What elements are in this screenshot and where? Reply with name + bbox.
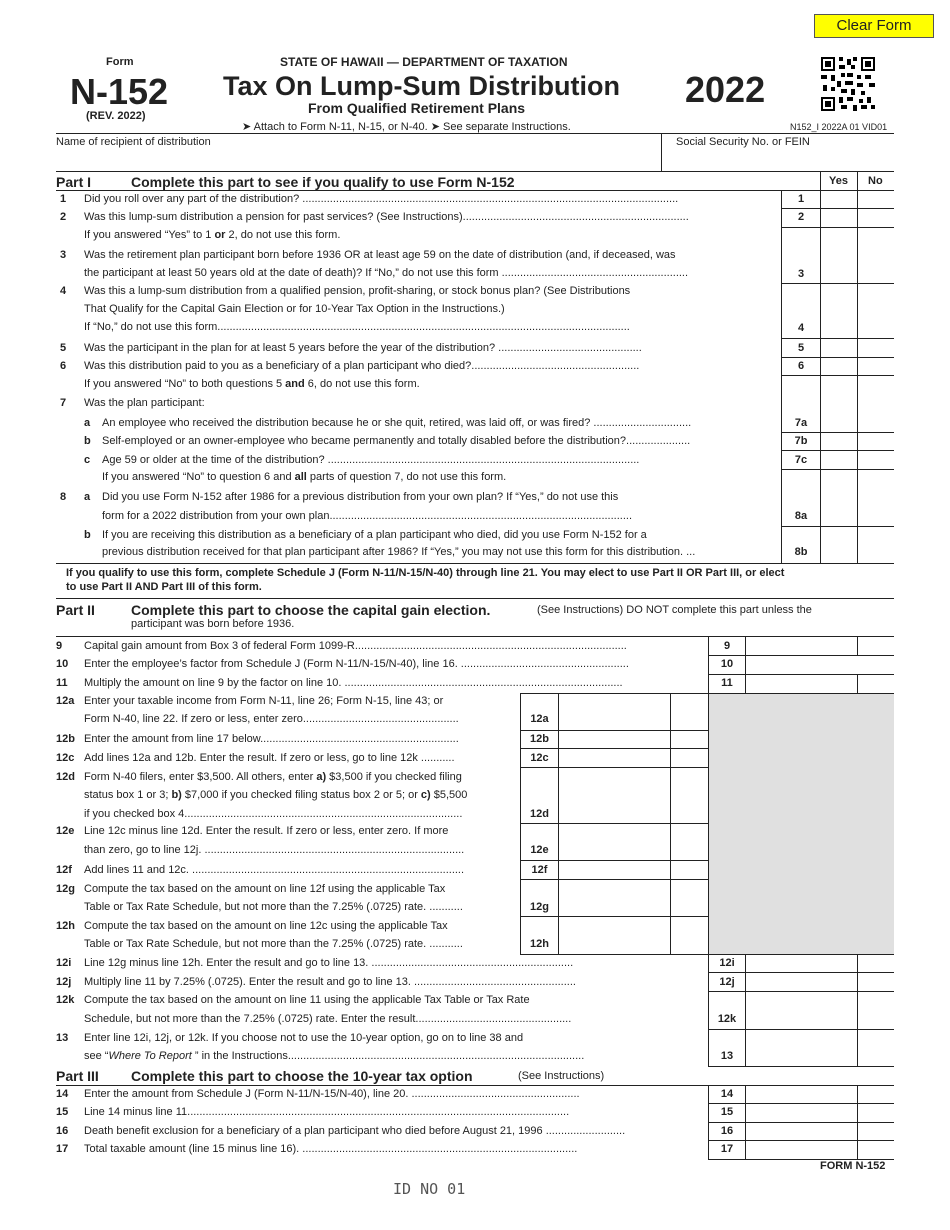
line8b-text2: previous distribution received for that plan participant after 1986? If “Yes,” you may not use this form for this distribution. ... [102, 546, 696, 558]
line7-text: Was the plan participant: [84, 397, 205, 409]
part3-label: Part III [56, 1068, 99, 1084]
line4-box: 4 [797, 322, 805, 334]
line12k-box: 12k [717, 1013, 737, 1025]
line4-text-c: If “No,” do not use this form....................................................................................................................................... [84, 321, 630, 333]
id-number: ID NO 01 [393, 1180, 466, 1198]
ssn-label: Social Security No. or FEIN [676, 136, 810, 148]
line3-num: 3 [60, 249, 67, 261]
line12i-text: Line 12g minus line 12h. Enter the result and go to line 13. .................................................................. [84, 957, 574, 969]
line8a-box: 8a [794, 510, 808, 522]
line12e-text1: Line 12c minus line 12d. Enter the result. If zero or less, enter zero. If more [84, 825, 449, 837]
line12f-box: 12f [531, 864, 548, 876]
line16-text: Death benefit exclusion for a beneficiary of a plan participant who died before August 21, 1996 .......................... [84, 1125, 626, 1137]
line12f-num: 12f [56, 864, 72, 876]
line6-num: 6 [60, 360, 67, 372]
line17-box: 17 [720, 1143, 734, 1155]
line4-text-b: That Qualify for the Capital Gain Election or for 10-Year Tax Option in the Instructions.) [84, 303, 505, 315]
part2-inst2: participant was born before 1936. [131, 618, 295, 630]
line12k-text2: Schedule, but not more than the 7.25% (.0725) rate. Enter the result................................................... [84, 1013, 572, 1025]
line12a-box: 12a [530, 713, 549, 725]
line12k-num: 12k [56, 994, 75, 1006]
line12e-text2: than zero, go to line 12j. ..................................................................................... [84, 844, 465, 856]
line8a-text2: form for a 2022 distribution from your own plan................................................................................................... [102, 510, 633, 522]
line5-num: 5 [60, 342, 67, 354]
line7a-letter: a [84, 417, 91, 429]
line8a-letter: a [84, 491, 91, 503]
line12h-text1: Compute the tax based on the amount on line 12c using the applicable Tax [84, 920, 448, 932]
line14-text: Enter the amount from Schedule J (Form N-11/N-15/N-40), line 20. ....................................................... [84, 1088, 580, 1100]
line11-text: Multiply the amount on line 9 by the factor on line 10. ........................................................................................... [84, 677, 623, 689]
line5-text: Was the participant in the plan for at least 5 years before the year of the distribution? ............................................... [84, 342, 642, 354]
line12b-box: 12b [530, 733, 549, 745]
revision: (REV. 2022) [86, 110, 146, 122]
line7b-box: 7b [794, 435, 808, 447]
line8b-box: 8b [794, 546, 808, 558]
line2-box: 2 [797, 211, 805, 223]
part3-title: Complete this part to choose the 10-year tax option [131, 1068, 473, 1084]
part1-title: Complete this part to see if you qualify to use Form N-152 [131, 174, 515, 190]
form-number: N-152 [70, 71, 169, 112]
line8b-letter: b [84, 529, 91, 541]
agency: STATE OF HAWAII — DEPARTMENT OF TAXATION [280, 55, 568, 69]
qr-code-icon [821, 57, 875, 111]
line1-text: Did you roll over any part of the distribution? ........................................................................................................................... [84, 193, 679, 205]
line10-box: 10 [720, 658, 734, 670]
line15-num: 15 [56, 1106, 69, 1118]
line6-box: 6 [797, 360, 805, 372]
part2-inst: (See Instructions) DO NOT complete this part unless the [537, 604, 812, 616]
form-title: Tax On Lump-Sum Distribution [223, 71, 620, 101]
line16-num: 16 [56, 1125, 69, 1137]
line8-num: 8 [60, 491, 67, 503]
line1-num: 1 [60, 193, 67, 205]
line7a-box: 7a [794, 417, 808, 429]
line7c-text: Age 59 or older at the time of the distribution? ...................................................................................................... [102, 454, 640, 466]
part2-title: Complete this part to choose the capital gain election. [131, 602, 491, 618]
line3-text-a: Was the retirement plan participant born before 1936 OR at least age 59 on the date of distribution (and, if deceased, was [84, 249, 676, 261]
line12a-text2: Form N-40, line 22. If zero or less, enter zero................................................... [84, 713, 459, 725]
line7c-box: 7c [794, 454, 808, 466]
line7b-text: Self-employed or an owner-employee who became permanently and totally disabled before the distribution?..................... [102, 435, 691, 447]
name-field[interactable] [56, 150, 660, 170]
line2-text: Was this lump-sum distribution a pension for past services? (See Instructions).......................................................................... [84, 211, 689, 223]
line12i-num: 12i [56, 957, 72, 969]
line12g-box: 12g [530, 901, 549, 913]
line12g-text1: Compute the tax based on the amount on line 12f using the applicable Tax [84, 883, 446, 895]
line12c-num: 12c [56, 752, 75, 764]
line12c-text: Add lines 12a and 12b. Enter the result. If zero or less, go to line 12k ........... [84, 752, 455, 764]
qualify-note-1: If you qualify to use this form, complete Schedule J (Form N-11/N-15/N-40) through line 21. You may elect to use Part II OR Part III, or elect [66, 567, 785, 579]
clear-form-button[interactable]: Clear Form [814, 14, 934, 38]
line1-box: 1 [797, 193, 805, 205]
line12i-box: 12i [719, 957, 735, 969]
line3-box: 3 [797, 268, 805, 280]
line3-text-b: the participant at least 50 years old at the date of death)? If “No,” do not use this form ............................................................. [84, 267, 689, 279]
line17-num: 17 [56, 1143, 69, 1155]
no-header: No [868, 175, 883, 187]
line12d-box: 12d [530, 808, 549, 820]
line12h-num: 12h [56, 920, 75, 932]
line13-text2: see “Where To Report ” in the Instructions................................................................................................. [84, 1050, 585, 1062]
line12e-num: 12e [56, 825, 75, 837]
line12f-text: Add lines 11 and 12c. ......................................................................................... [84, 864, 465, 876]
line13-num: 13 [56, 1032, 69, 1044]
line12a-num: 12a [56, 695, 75, 707]
line7b-letter: b [84, 435, 91, 447]
line10-num: 10 [56, 658, 69, 670]
line12k-text1: Compute the tax based on the amount on line 11 using the applicable Tax Table or Tax Rate [84, 994, 530, 1006]
line16-box: 16 [720, 1125, 734, 1137]
form-word: Form [106, 56, 134, 68]
line9-num: 9 [56, 640, 63, 652]
line11-box: 11 [721, 677, 733, 689]
line12h-box: 12h [530, 938, 549, 950]
line12g-text2: Table or Tax Rate Schedule, but not more than the 7.25% (.0725) rate. ........... [84, 901, 463, 913]
line10-text: Enter the employee’s factor from Schedule J (Form N-11/N-15/N-40), line 16. ....................................................... [84, 658, 629, 670]
form-footer: FORM N-152 [820, 1160, 886, 1172]
attach-note: ➤ Attach to Form N-11, N-15, or N-40. ➤ See separate Instructions. [242, 121, 571, 133]
line12j-box: 12j [719, 976, 735, 988]
line14-num: 14 [56, 1088, 69, 1100]
line8a-text1: Did you use Form N-152 after 1986 for a previous distribution from your own plan? If “Yes,” do not use this [102, 491, 619, 503]
name-label: Name of recipient of distribution [56, 136, 211, 148]
tax-year: 2022 [685, 69, 766, 110]
qualify-note-2: to use Part II AND Part III of this form. [66, 581, 262, 593]
line2-note: If you answered “Yes” to 1 or 2, do not use this form. [84, 229, 341, 241]
line9-box: 9 [723, 640, 731, 652]
part3-inst: (See Instructions) [518, 1070, 605, 1082]
line6-note: If you answered “No” to both questions 5 and 6, do not use this form. [84, 378, 420, 390]
line2-num: 2 [60, 211, 67, 223]
line12d-num: 12d [56, 771, 75, 783]
line12j-num: 12j [56, 976, 72, 988]
line14-box: 14 [720, 1088, 734, 1100]
line12d-text2: status box 1 or 3; b) $7,000 if you checked filing status box 2 or 5; or c) $5,500 [84, 789, 468, 801]
line8b-text1: If you are receiving this distribution as a beneficiary of a plan participant who died, did you use Form N-152 for a [102, 529, 647, 541]
line4-num: 4 [60, 285, 67, 297]
line13-text1: Enter line 12i, 12j, or 12k. If you choose not to use the 10-year option, go on to line 38 and [84, 1032, 524, 1044]
line12b-text: Enter the amount from line 17 below................................................................. [84, 733, 459, 745]
part2-label: Part II [56, 602, 95, 618]
line12b-num: 12b [56, 733, 75, 745]
line12j-text: Multiply line 11 by 7.25% (.0725). Enter the result and go to line 13. ..................................................... [84, 976, 576, 988]
line9-text: Capital gain amount from Box 3 of federal Form 1099-R......................................................................................... [84, 640, 627, 652]
yes-header: Yes [829, 175, 848, 187]
line4-text-a: Was this a lump-sum distribution from a qualified pension, profit-sharing, or stock bonus plan? (See Distributions [84, 285, 631, 297]
shaded-area [709, 694, 894, 954]
line6-text: Was this distribution paid to you as a beneficiary of a plan participant who died?....................................................... [84, 360, 640, 372]
line12e-box: 12e [530, 844, 549, 856]
line12g-num: 12g [56, 883, 75, 895]
form-code: N152_I 2022A 01 VID01 [790, 122, 888, 132]
line7c-letter: c [84, 454, 91, 466]
line12d-text3: if you checked box 4........................................................................................... [84, 808, 463, 820]
line13-box: 13 [720, 1050, 734, 1062]
line15-box: 15 [720, 1106, 734, 1118]
line12a-text1: Enter your taxable income from Form N-11, line 26; Form N-15, line 43; or [84, 695, 444, 707]
line7-note: If you answered “No” to question 6 and all parts of question 7, do not use this form. [102, 471, 507, 483]
line7a-text: An employee who received the distribution because he or she quit, retired, was laid off, or was fired? ................................ [102, 417, 692, 429]
line12d-text1: Form N-40 filers, enter $3,500. All others, enter a) $3,500 if you checked filing [84, 771, 462, 783]
line5-box: 5 [797, 342, 805, 354]
line15-text: Line 14 minus line 11............................................................................................................................. [84, 1106, 570, 1118]
part1-label: Part I [56, 174, 92, 190]
ssn-field[interactable] [664, 150, 892, 170]
form-subtitle: From Qualified Retirement Plans [308, 100, 526, 116]
line11-num: 11 [56, 677, 68, 689]
line17-text: Total taxable amount (line 15 minus line 16). .......................................................................................... [84, 1143, 578, 1155]
line12c-box: 12c [530, 752, 549, 764]
line12h-text2: Table or Tax Rate Schedule, but not more than the 7.25% (.0725) rate. ........... [84, 938, 463, 950]
line7-num: 7 [60, 397, 67, 409]
